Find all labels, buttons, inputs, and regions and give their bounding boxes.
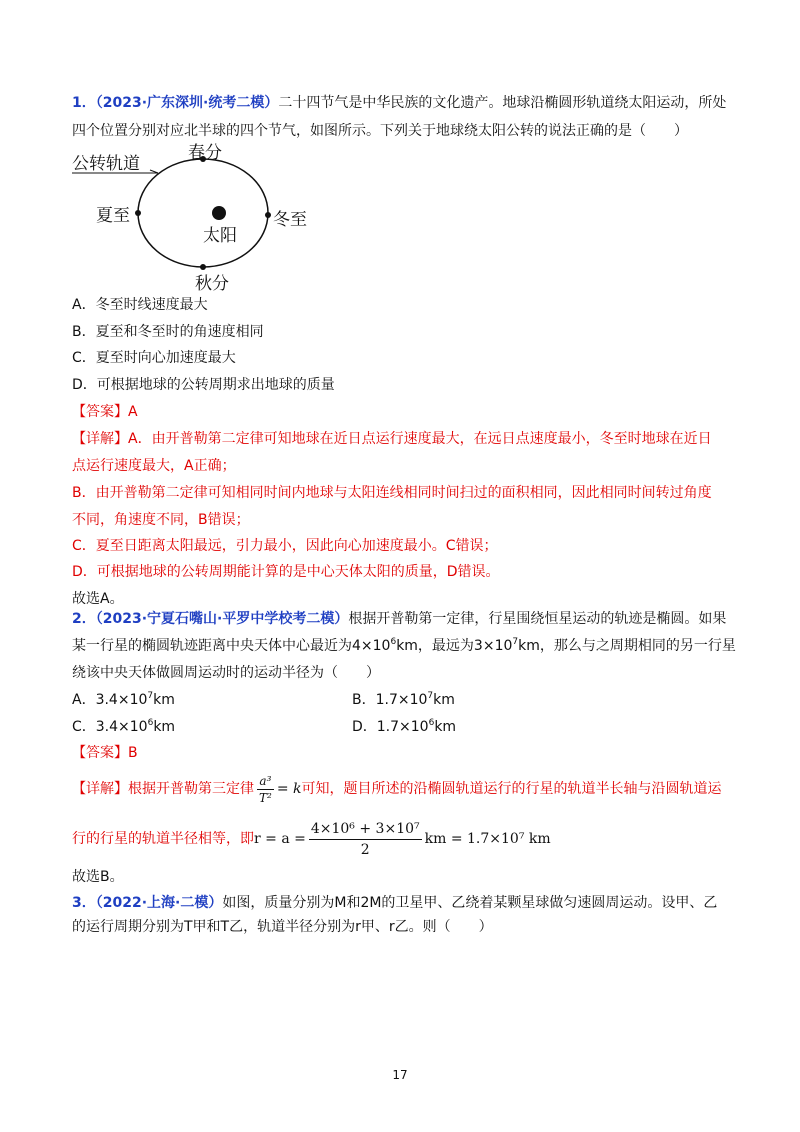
q1-answer-label: 【答案】 [72, 404, 128, 420]
q2-option-c-unit: km [153, 719, 176, 735]
q1-detail-text1: A．由开普勒第二定律可知地球在近日点运行速度最大，在远日点速度最小，冬至时地球在近日 [128, 431, 712, 447]
kepler-denominator: T² [259, 790, 272, 805]
kepler-rhs: = k [276, 781, 302, 797]
q2-answer [72, 743, 138, 763]
q2-option-c-base: C．3.4×10 [72, 719, 148, 735]
q2-option-b [352, 690, 455, 710]
q2-stem-line1 [72, 609, 726, 629]
q1-detail-line4: 不同，角速度不同，B错误； [72, 512, 250, 528]
q2-answer-value: B [128, 745, 138, 761]
q2-stem-near: 某一行星的椭圆轨迹距离中央天体中心最近为4×10 [72, 638, 391, 654]
summer-point [135, 210, 141, 216]
calc-numerator: 4×10⁶ + 3×10⁷ [309, 819, 422, 840]
q1-option-a: A．冬至时线速度最大 [72, 297, 208, 313]
spring-label: 春分 [188, 143, 222, 163]
q1-stem-text1: 二十四节气是中华民族的文化遗产。地球沿椭圆形轨道绕太阳运动，所处 [278, 95, 727, 111]
q1-option-d: D．可根据地球的公转周期求出地球的质量 [72, 377, 335, 393]
q1-answer-value: A [128, 404, 138, 420]
q2-number: 2． [72, 611, 96, 627]
q2-detail-line2 [72, 815, 551, 863]
winter-label: 冬至 [273, 210, 307, 230]
q1-conclusion: 故选A。 [72, 591, 124, 607]
q2-source: （2023·宁夏石嘴山·平罗中学校考二模） [95, 611, 349, 627]
calc-lhs: r = a = [254, 831, 306, 847]
q2-option-a-base: A．3.4×10 [72, 692, 148, 708]
q1-detail-line2: 点运行速度最大，A正确； [72, 458, 236, 474]
q2-stem-text1: 根据开普勒第一定律，行星围绕恒星运动的轨迹是椭圆。如果 [348, 611, 727, 627]
q3-number: 3． [72, 895, 96, 911]
q1-number: 1． [72, 95, 96, 111]
q3-source: （2022·上海·二模） [95, 895, 223, 911]
q2-option-b-base: B．1.7×10 [352, 692, 428, 708]
q2-exp-near: 6 [390, 637, 397, 647]
q2-option-a-unit: km [153, 692, 175, 708]
kepler-formula-fraction [257, 773, 274, 806]
q2-option-a-exp: 7 [147, 691, 154, 701]
q2-option-b-exp: 7 [427, 691, 434, 701]
q1-detail-line3: B．由开普勒第二定律可知相同时间内地球与太阳连线相同时间扫过的面积相同，因此相同时间转过角度 [72, 485, 712, 501]
page-number: 17 [392, 1068, 408, 1082]
q1-option-c: C．夏至时向心加速度最大 [72, 350, 236, 366]
autumn-label: 秋分 [195, 274, 229, 294]
q1-stem-line1 [72, 93, 726, 113]
q2-exp-far: 7 [512, 637, 519, 647]
orbit-ellipse [138, 159, 268, 267]
q2-stem-line3: 绕该中央天体做圆周运动时的运动半径为（ ） [72, 665, 380, 681]
q2-option-a [72, 690, 175, 710]
q2-stem-rest: km，那么与之周期相同的另一行星 [518, 638, 736, 654]
q2-detail-text-b: 可知，题目所述的沿椭圆轨道运行的行星的轨道半长轴与沿圆轨道运 [301, 781, 722, 797]
q2-conclusion: 故选B。 [72, 869, 124, 885]
q1-source: （2023·广东深圳·统考二模） [95, 95, 279, 111]
q2-option-d [352, 717, 456, 737]
q1-detail-label: 【详解】 [72, 431, 128, 447]
q2-option-d-unit: km [434, 719, 457, 735]
kepler-numerator: a³ [257, 773, 274, 790]
q2-option-c [72, 717, 175, 737]
q1-detail-line6: D．可根据地球的公转周期能计算的是中心天体太阳的质量，D错误。 [72, 564, 500, 580]
orbit-label: 公转轨道 [72, 154, 140, 174]
sun-label: 太阳 [203, 226, 237, 246]
q1-answer [72, 402, 138, 422]
q3-stem-line1 [72, 893, 717, 913]
q1-orbit-diagram [70, 143, 320, 293]
q2-stem-line2 [72, 636, 736, 656]
q2-detail-label: 【详解】 [72, 781, 128, 797]
q1-option-b: B．夏至和冬至时的角速度相同 [72, 324, 264, 340]
q1-detail-line1 [72, 429, 712, 449]
q2-detail-line1 [72, 766, 722, 812]
q3-stem-line2: 的运行周期分别为T甲和T乙，轨道半径分别为r甲、r乙。则（ ） [72, 919, 493, 935]
q3-stem-text1: 如图，质量分别为M和2M的卫星甲、乙绕着某颗星球做匀速圆周运动。设甲、乙 [222, 895, 718, 911]
winter-point [265, 212, 271, 218]
calc-rhs: km = 1.7×10⁷ km [424, 831, 551, 847]
q2-option-b-unit: km [433, 692, 455, 708]
q2-option-d-exp: 6 [428, 718, 435, 728]
q2-option-c-exp: 6 [147, 718, 154, 728]
q2-detail2-text: 行的行星的轨道半径相等，即 [72, 831, 254, 847]
q2-stem-far: km，最远为3×10 [396, 638, 513, 654]
calc-denominator: 2 [360, 841, 370, 858]
q2-detail-text-a: 根据开普勒第三定律 [128, 781, 254, 797]
q2-answer-label: 【答案】 [72, 745, 128, 761]
calc-fraction [309, 819, 422, 860]
q2-option-d-base: D．1.7×10 [352, 719, 429, 735]
sun-icon [212, 206, 226, 220]
q1-detail-line5: C．夏至日距离太阳最远，引力最小，因此向心加速度最小。C错误； [72, 538, 498, 554]
q1-stem-line2: 四个位置分别对应北半球的四个节气，如图所示。下列关于地球绕太阳公转的说法正确的是（ ） [72, 123, 688, 139]
summer-label: 夏至 [96, 206, 130, 226]
